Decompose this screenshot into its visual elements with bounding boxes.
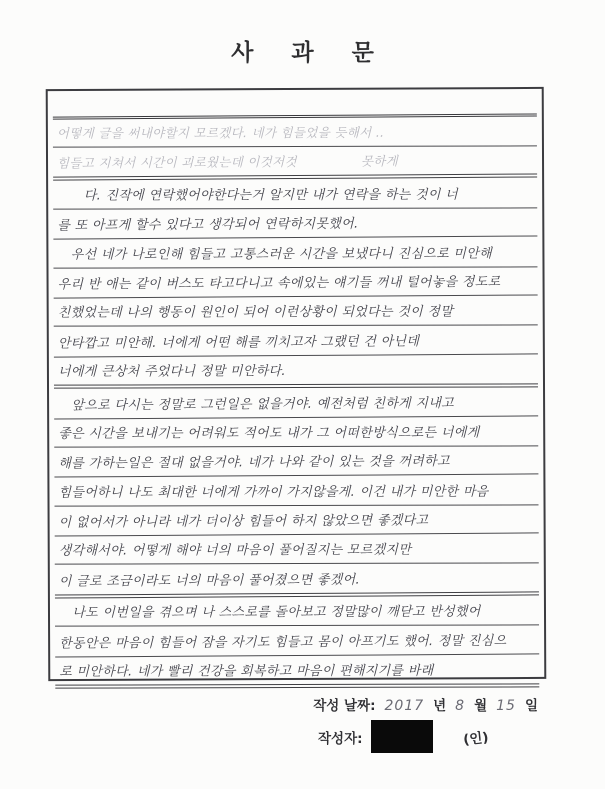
letter-line-text: 어떻게 글을 써내야할지 모르겠다. 네가 힘들었을 듯해서 ‥ [56, 124, 385, 141]
letter-line [54, 417, 538, 448]
letter-line-text: 우리 반 애는 같이 버스도 타고다니고 속에있는 얘기들 꺼내 털어놓을 정도로 [57, 274, 501, 293]
letter-line [53, 117, 537, 148]
letter-line [55, 535, 539, 566]
letter-line-text: 이 없어서가 아니라 네가 더이상 힘들어 하지 않았으면 좋겠다고 [58, 513, 429, 531]
letter-line [54, 297, 538, 328]
letter-line-text: 우선 네가 나로인해 힘들고 고통스러운 시간을 보냈다니 진심으로 미안해 [57, 246, 492, 263]
letter-line [54, 325, 538, 358]
letter-line [53, 266, 537, 299]
letter-line-text: 힘들고 지쳐서 시간이 괴로웠는데 이것저것 못하게 [56, 153, 399, 171]
letter-line [54, 387, 538, 420]
redacted-author-name [371, 720, 433, 753]
letter-line [53, 179, 537, 210]
letter-line-text: 너에게 큰상처 주었다니 정말 미안하다. [57, 364, 286, 380]
letter-line-text: 생각해서야. 어떻게 해야 너의 마음이 풀어질지는 모르겠지만 [58, 543, 412, 560]
letter-line-text: 를 또 아프게 할수 있다고 생각되어 연락하지못했어. [57, 216, 359, 234]
letter-line-text: 힘들어하니 나도 최대한 너에게 가까이 가지않을게. 이건 내가 미안한 마음 [58, 484, 489, 501]
date-month-unit: 월 [474, 698, 488, 714]
letter-line [53, 238, 537, 269]
date-day-value: 15 [496, 698, 516, 714]
letter-line [55, 505, 539, 538]
letter-line-text: 로 미안하다. 네가 빨리 건강을 회복하고 마음이 편해지기를 바래 [59, 663, 434, 680]
letter-title: 사 과 문 [231, 40, 389, 66]
letter-line-text: 다. 진작에 연락했어야한다는거 알지만 내가 연락을 하는 것이 너 [57, 187, 459, 204]
letter-line-text: 좋은 시간을 보내기는 어려워도 적어도 내가 그 어떠한방식으로든 너에게 [58, 425, 480, 442]
recipient-row [53, 88, 537, 119]
date-day-unit: 일 [524, 698, 538, 714]
seal-label: (인) [461, 729, 489, 748]
letter-line [54, 476, 538, 507]
letter-line [53, 146, 537, 182]
letter-line [55, 655, 539, 689]
letter-line [53, 208, 537, 241]
letter-paper [46, 87, 547, 681]
letter-line-text: 안타깝고 미안해. 너에게 어떤 해를 끼치고자 그랬던 건 아닌데 [57, 333, 420, 352]
letter-line [55, 563, 539, 599]
date-label: 작성 날짜: [313, 698, 376, 714]
author-row [288, 720, 570, 753]
letter-line-text: 해를 가하는일은 절대 없을거야. 네가 나와 같이 있는 것을 꺼려하고 [58, 454, 450, 472]
letter-line [55, 597, 539, 628]
letter-footer [288, 694, 570, 753]
letter-line [55, 625, 539, 658]
letter-line-text: 이 글로 조금이라도 너의 마음이 풀어졌으면 좋겠어. [58, 572, 360, 590]
date-year-value: 2017 [384, 698, 425, 714]
author-label: 작성자: [318, 730, 363, 747]
letter-line-text: 한동안은 마음이 힘들어 잠을 자기도 힘들고 몸이 아프기도 했어. 정말 진심으 [59, 633, 507, 652]
letter-line-text: 친했었는데 나의 행동이 원인이 되어 이런상황이 되었다는 것이 정말 [57, 304, 454, 321]
date-row [288, 694, 538, 714]
letter-line-text: 앞으로 다시는 정말로 그런일은 없을거야. 예전처럼 친하게 지내고 [58, 395, 455, 414]
letter-line [54, 446, 538, 479]
date-year-unit: 년 [433, 698, 447, 714]
letter-line [54, 355, 538, 389]
date-month-value: 8 [455, 698, 466, 714]
letter-line-text: 나도 이번일을 겪으며 나 스스로를 돌아보고 정말많이 깨닫고 반성했어 [58, 604, 481, 621]
